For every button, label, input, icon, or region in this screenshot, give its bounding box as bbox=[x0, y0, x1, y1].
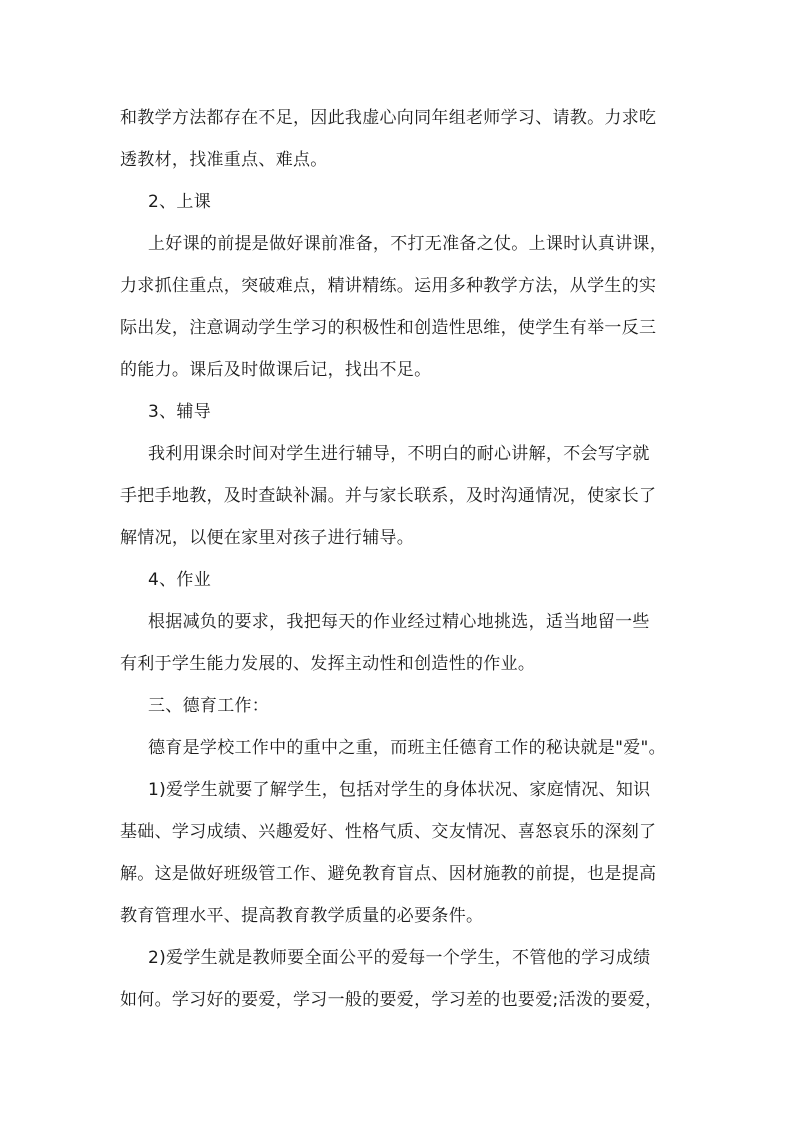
text-line-1: 和教学方法都存在不足，因此我虚心向同年组老师学习、请教。力求吃 bbox=[120, 108, 657, 128]
text-line-5: 力求抓住重点，突破难点，精讲精练。运用多种教学方法，从学生的实 bbox=[120, 276, 657, 296]
text-line-16: 德育是学校工作中的重中之重，而班主任德育工作的秘诀就是"爱"。 bbox=[148, 738, 666, 758]
text-line-9: 我利用课余时间对学生进行辅导，不明白的耐心讲解，不会写字就 bbox=[148, 444, 650, 464]
text-line-11: 解情况，以便在家里对孩子进行辅导。 bbox=[120, 528, 415, 548]
text-line-4: 上好课的前提是做好课前准备，不打无准备之仗。上课时认真讲课， bbox=[148, 234, 667, 254]
section-heading-homework: 4、作业 bbox=[148, 570, 212, 590]
text-line-10: 手把手地教，及时查缺补漏。并与家长联系，及时沟通情况，使家长了 bbox=[120, 486, 657, 506]
text-line-7: 的能力。课后及时做课后记，找出不足。 bbox=[120, 360, 432, 380]
text-line-13: 根据减负的要求，我把每天的作业经过精心地挑选，适当地留一些 bbox=[148, 612, 650, 632]
section-heading-lesson: 2、上课 bbox=[148, 192, 212, 212]
text-line-6: 际出发，注意调动学生学习的积极性和创造性思维，使学生有举一反三 bbox=[120, 318, 657, 338]
text-line-18: 基础、学习成绩、兴趣爱好、性格气质、交友情况、喜怒哀乐的深刻了 bbox=[120, 822, 657, 842]
text-line-2: 透教材，找准重点、难点。 bbox=[120, 150, 328, 170]
text-line-21: 2)爱学生就是教师要全面公平的爱每一个学生，不管他的学习成绩 bbox=[148, 948, 651, 968]
text-line-20: 教育管理水平、提高教育教学质量的必要条件。 bbox=[120, 906, 484, 926]
text-line-19: 解。这是做好班级管工作、避免教育盲点、因材施教的前提，也是提高 bbox=[120, 864, 657, 884]
text-line-14: 有利于学生能力发展的、发挥主动性和创造性的作业。 bbox=[120, 654, 536, 674]
section-heading-tutoring: 3、辅导 bbox=[148, 402, 212, 422]
text-line-22: 如何。学习好的要爱，学习一般的要爱，学习差的也要爱;活泼的要爱， bbox=[120, 990, 663, 1010]
section-heading-moral-education: 三、德育工作： bbox=[148, 696, 270, 716]
text-line-17: 1)爱学生就要了解学生，包括对学生的身体状况、家庭情况、知识 bbox=[148, 780, 651, 800]
